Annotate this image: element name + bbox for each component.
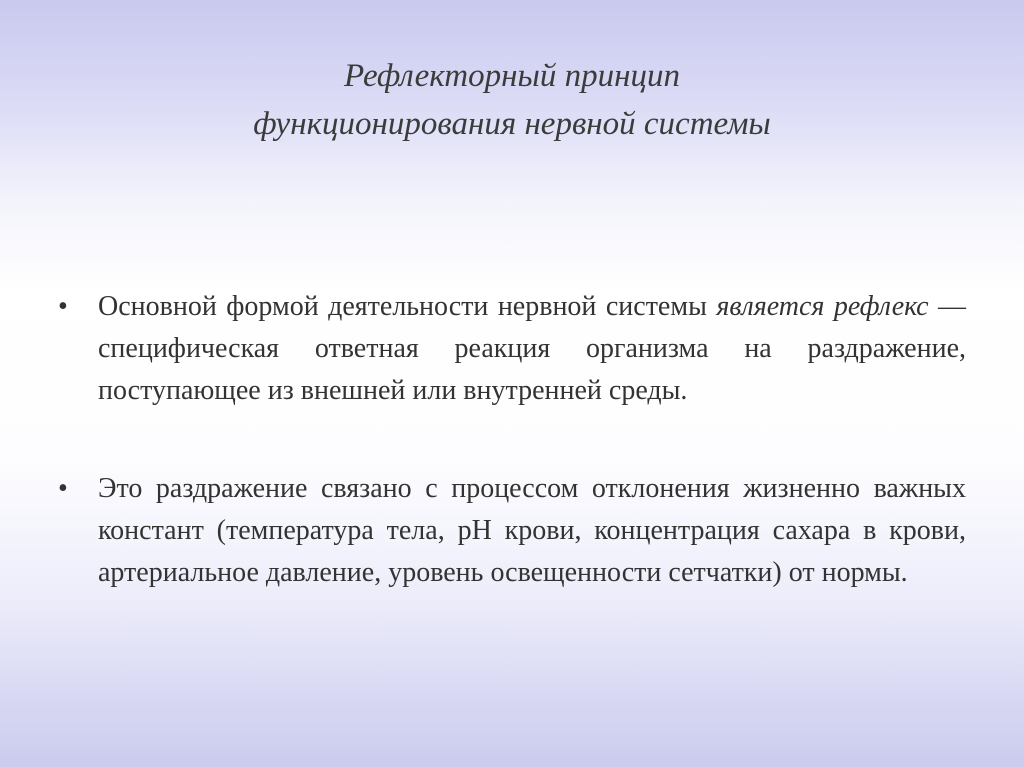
bullet-item-reflex [58,286,966,412]
bullet-text: Это раздражение связано с процессом отклонения жизненно важных констант (температура тела, рН крови, концентрация сахара в крови, артериальное давление, уровень освещенности сетчатки) от нормы. [98,473,966,588]
bullet-text-part-1: Основной формой деятельности нервной системы [98,291,717,322]
bullet-dot-icon: • [58,473,68,504]
bullet-item-constants [58,468,966,594]
bullet-text-part-2: — специфическая ответная реакция организма на раздражение, поступающее из внешней или внутренней среды. [98,291,967,406]
bullet-list [58,286,966,594]
bullet-dot-icon: • [58,291,68,322]
slide-title-line-2: функционирования нервной системы [253,106,771,142]
slide-title-line-1: Рефлекторный принцип [344,58,680,94]
bullet-text-emphasis: является рефлекс [716,291,929,322]
slide-title [0,52,1024,148]
